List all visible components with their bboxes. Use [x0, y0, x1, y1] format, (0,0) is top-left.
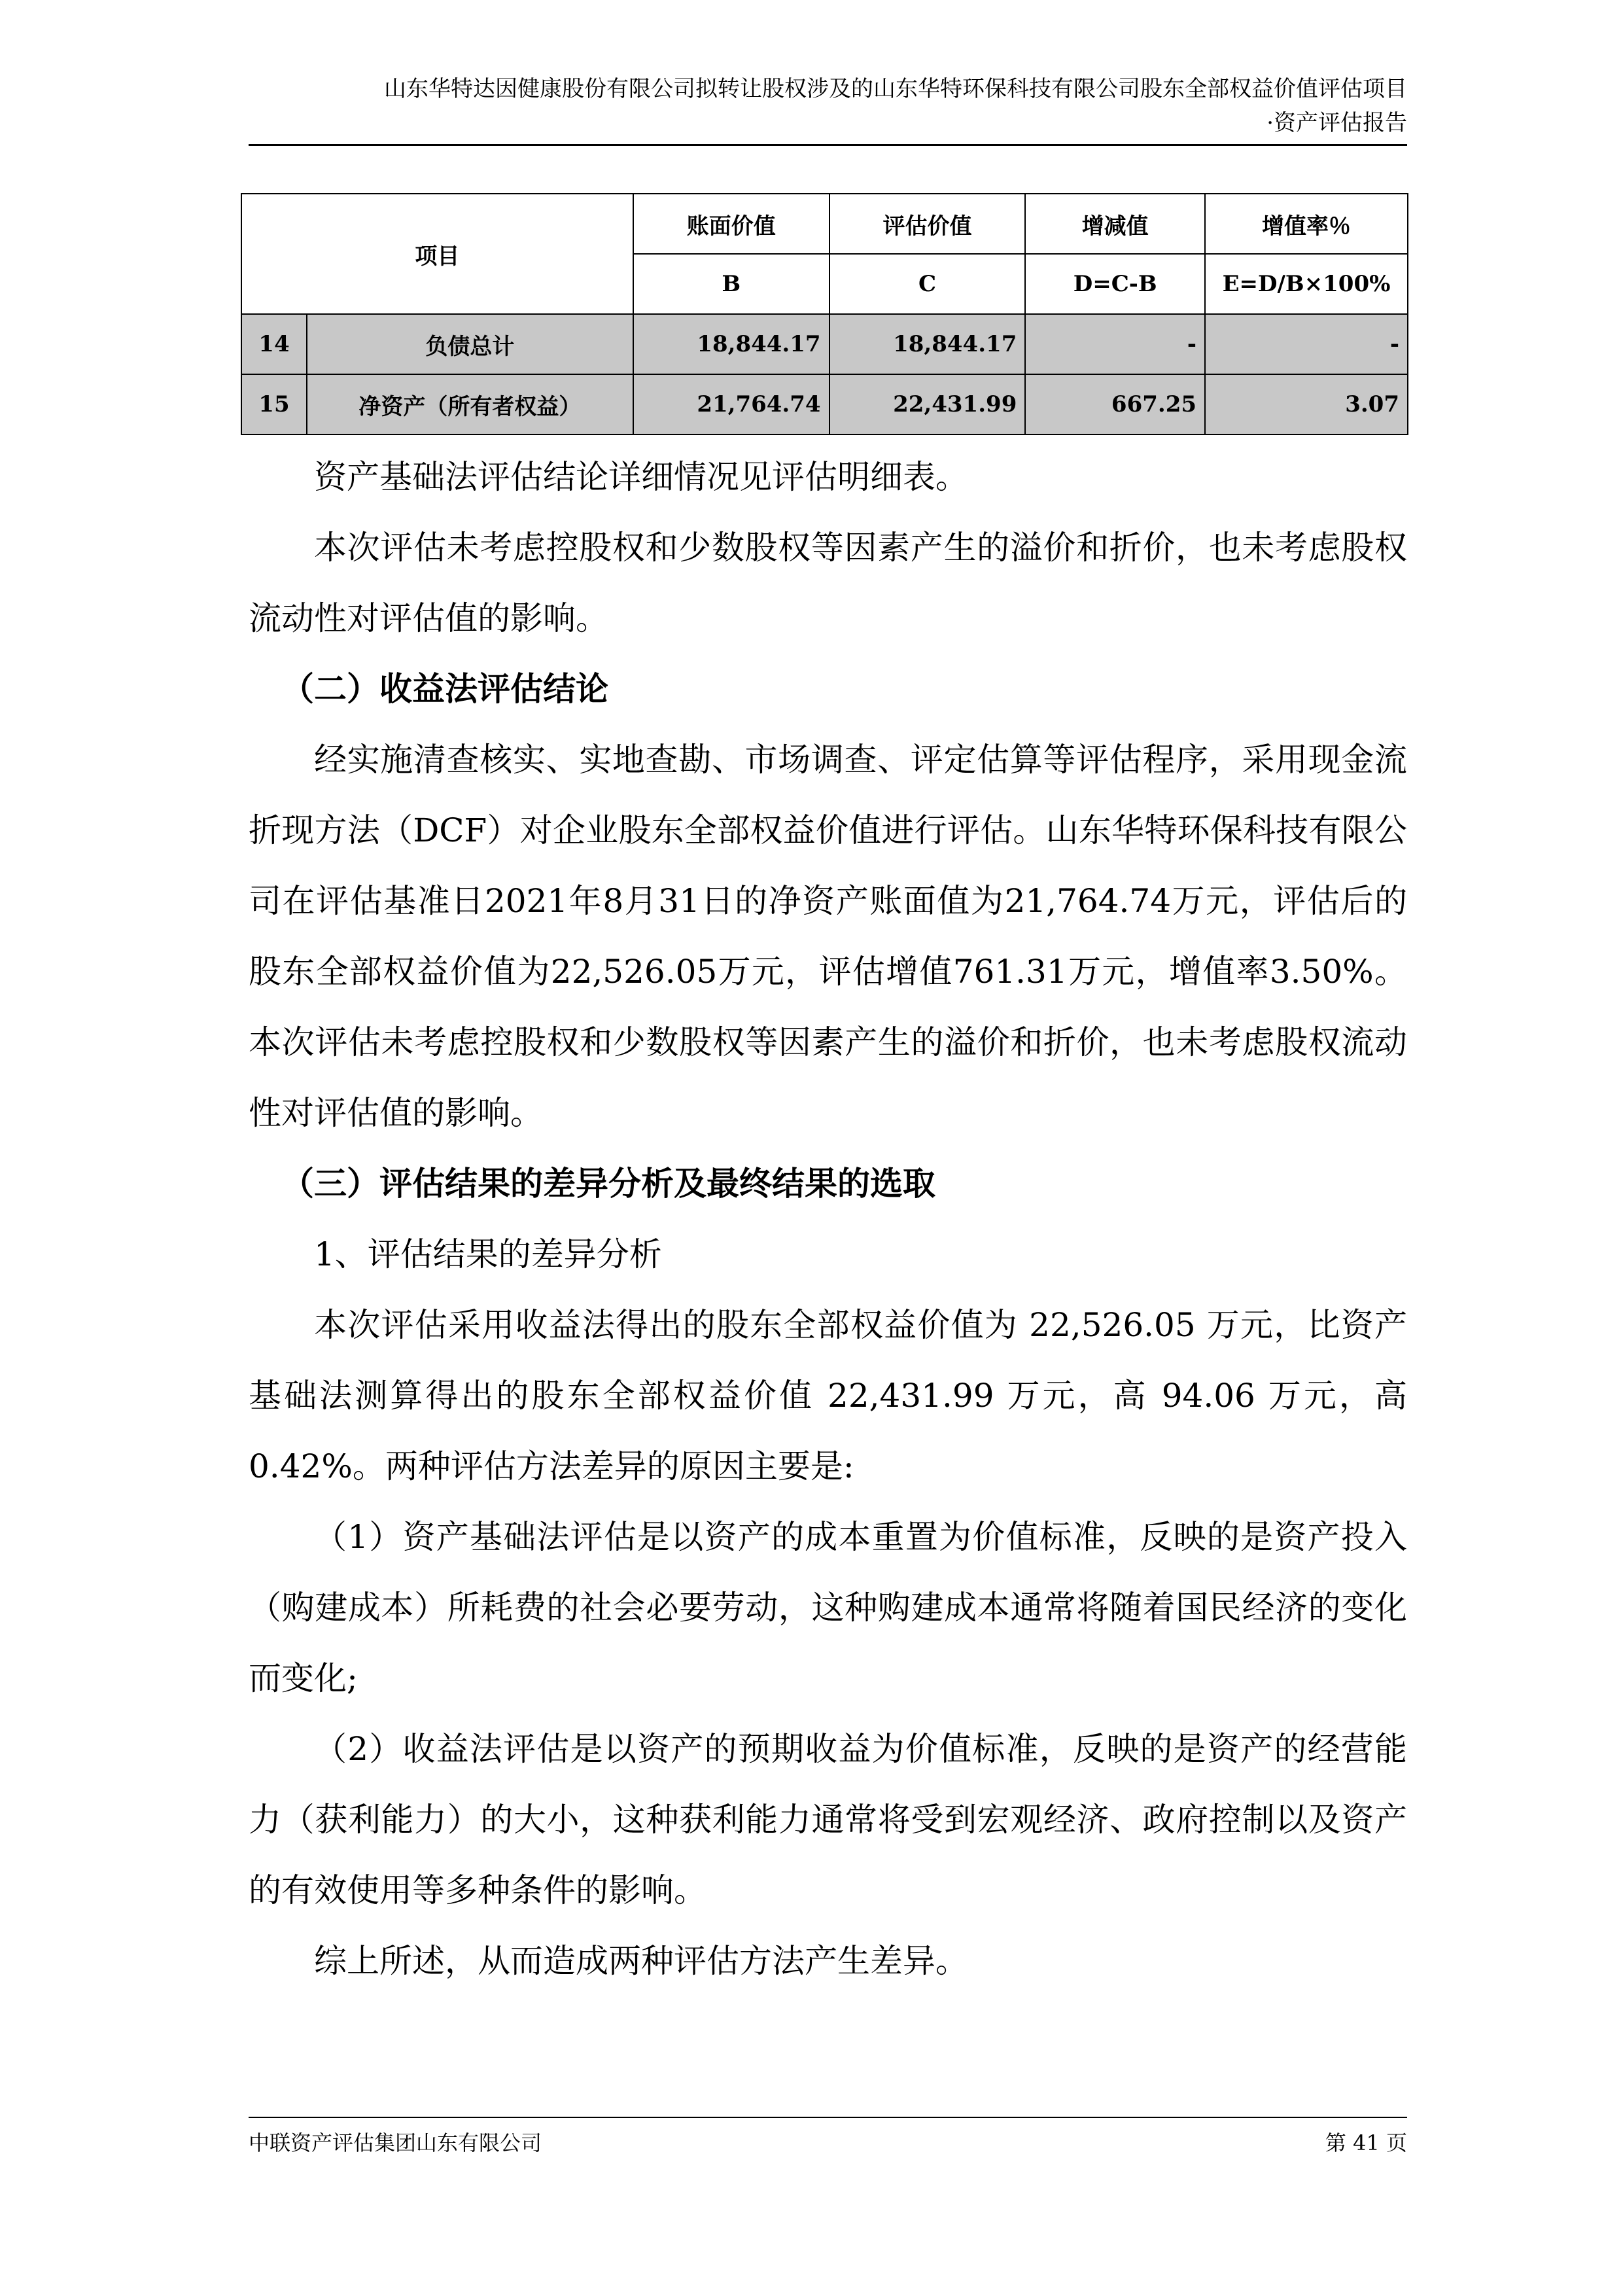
row-no: 14 [241, 314, 307, 374]
row-change: 667.25 [1025, 374, 1205, 434]
footer-company: 中联资产评估集团山东有限公司 [249, 2130, 542, 2155]
paragraph: 本次评估采用收益法得出的股东全部权益价值为 22,526.05 万元，比资产基础法测算得出的股东全部权益价值 22,431.99 万元，高 94.06 万元，高 0.42%。两种评估方法差异的原因主要是: [249, 1306, 1407, 1485]
section-heading: （二）收益法评估结论 [281, 669, 608, 708]
valuation-summary-table [241, 193, 1408, 435]
row-no: 15 [241, 374, 307, 434]
header-item: 项目 [241, 194, 633, 314]
paragraph: 本次评估未考虑控股权和少数股权等因素产生的溢价和折价，也未考虑股权流动性对评估值的影响。 [249, 529, 1407, 637]
header-appraised-value: 评估价值 [829, 194, 1026, 254]
header-code-e: E=D/B×100% [1205, 254, 1408, 314]
header-code-d: D=C-B [1025, 254, 1205, 314]
paragraph: 资产基础法评估结论详细情况见评估明细表。 [314, 458, 968, 496]
body-content [249, 442, 1407, 1996]
row-appraised-value: 22,431.99 [829, 374, 1026, 434]
header-rate: 增值率％ [1205, 194, 1408, 254]
header-rule [249, 144, 1407, 146]
row-name: 负债总计 [307, 314, 633, 374]
section-heading: （三）评估结果的差异分析及最终结果的选取 [281, 1164, 935, 1203]
row-rate: 3.07 [1205, 374, 1408, 434]
page-header [249, 72, 1407, 140]
row-book-value: 21,764.74 [633, 374, 829, 434]
header-title: 山东华特达因健康股份有限公司拟转让股权涉及的山东华特环保科技有限公司股东全部权益价值评估项目 [384, 76, 1407, 102]
subsection-heading: 1、评估结果的差异分析 [314, 1235, 662, 1273]
paragraph: 综上所述，从而造成两种评估方法产生差异。 [314, 1942, 968, 1980]
row-appraised-value: 18,844.17 [829, 314, 1026, 374]
paragraph: 经实施清查核实、实地查勘、市场调查、评定估算等评估程序，采用现金流折现方法（DCF）对企业股东全部权益价值进行评估。山东华特环保科技有限公司在评估基准日2021年8月31日的净资产账面值为21,764.74万元，评估后的股东全部权益价值为22,526.05万元，评估增值761.31万元，增值率3.50%。本次评估未考虑控股权和少数股权等因素产生的溢价和折价，也未考虑股权流动性对评估值的影响。 [249, 741, 1407, 1132]
table-header-row [241, 194, 1408, 254]
header-book-value: 账面价值 [633, 194, 829, 254]
paragraph: （1）资产基础法评估是以资产的成本重置为价值标准，反映的是资产投入（购建成本）所耗费的社会必要劳动，这种购建成本通常将随着国民经济的变化而变化; [249, 1518, 1407, 1697]
header-change: 增减值 [1025, 194, 1205, 254]
table-row [241, 314, 1408, 374]
row-change: - [1025, 314, 1205, 374]
row-rate: - [1205, 314, 1408, 374]
paragraph: （2）收益法评估是以资产的预期收益为价值标准，反映的是资产的经营能力（获利能力）的大小，这种获利能力通常将受到宏观经济、政府控制以及资产的有效使用等多种条件的影响。 [249, 1730, 1407, 1909]
header-code-b: B [633, 254, 829, 314]
row-name: 净资产（所有者权益） [307, 374, 633, 434]
header-subtitle: ·资产评估报告 [1266, 110, 1407, 136]
footer-rule [249, 2117, 1407, 2118]
table-row [241, 374, 1408, 434]
row-book-value: 18,844.17 [633, 314, 829, 374]
header-code-c: C [829, 254, 1026, 314]
page-number: 第 41 页 [1325, 2130, 1407, 2155]
